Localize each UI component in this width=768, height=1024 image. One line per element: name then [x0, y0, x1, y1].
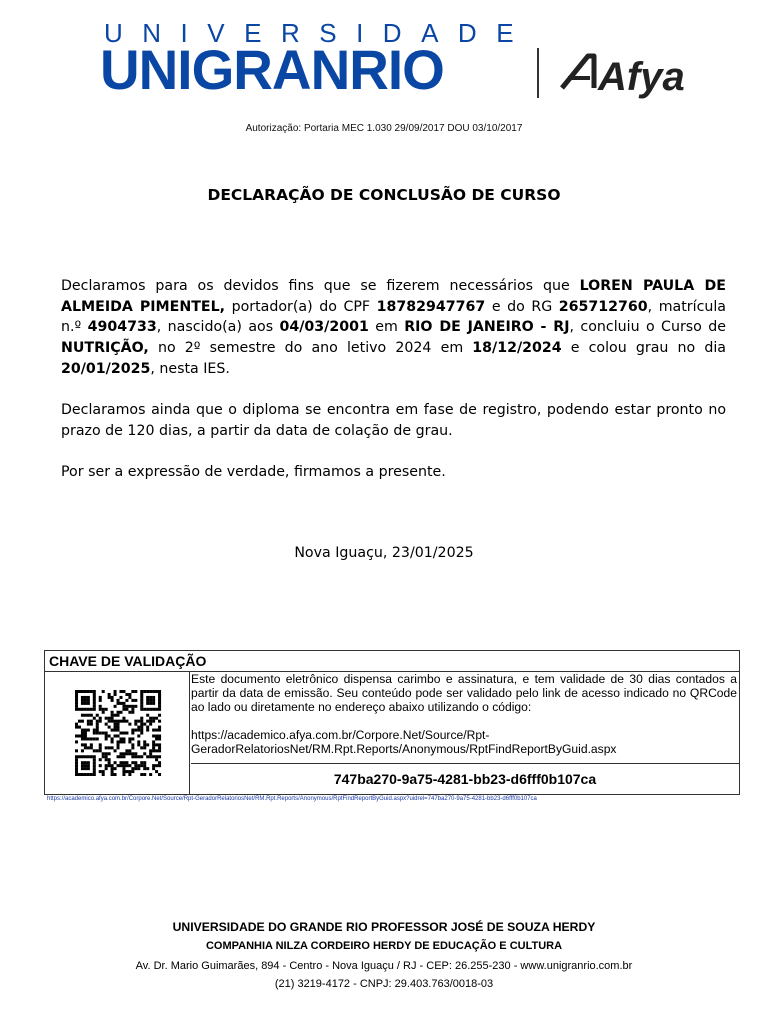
birth-place: RIO DE JANEIRO - RJ — [404, 319, 570, 336]
student-name: LOREN PAULA DE ALMEIDA PIMENTEL, — [61, 278, 726, 315]
rg-value: 265712760 — [558, 298, 648, 315]
conclusion-date: 18/12/2024 — [472, 340, 562, 357]
graduation-date: 20/01/2025 — [61, 360, 151, 377]
declaration-paragraph: Declaramos para os devidos fins que se fizerem necessários que LOREN PAULA DE ALMEIDA PIMENTEL, portador(a) do CPF 18782947767 e do RG 265712760, matrícula n.º 4904733, nascido(a) aos 04/03/2001 em RIO DE JANEIRO - RJ, concluiu o Curso de NUTRIÇÃO, no 2º semestre do ano letivo 2024 em 18/12/2024 e colou grau no dia 20/01/2025, nesta IES. — [61, 278, 727, 377]
university-logo — [100, 16, 700, 106]
diploma-paragraph: Declaramos ainda que o diploma se encontra em fase de registro, podendo estar pronto no prazo de 120 dias, a partir da data de colação de grau. — [61, 402, 726, 439]
cpf-value: 18782947767 — [376, 298, 486, 315]
matricula-value: 4904733 — [87, 319, 157, 336]
validation-full-link[interactable]: https://academico.afya.com.br/Corpore.Net/Source/Rpt-GeradorRelatoriosNet/RM.Rpt.Reports/Anonymous/RptFindReportByGuid.aspx?uidrel=747ba270-9a75-4281-bb23-d6fff0b107ca — [47, 796, 537, 802]
qr-cell — [45, 672, 190, 794]
authorization-line: Autorização: Portaria MEC 1.030 29/09/2017 DOU 03/10/2017 — [245, 123, 523, 134]
validation-code: 747ba270-9a75-4281-bb23-d6fff0b107ca — [333, 771, 597, 787]
validation-heading: CHAVE DE VALIDAÇÃO — [45, 651, 739, 672]
afya-logo — [558, 44, 688, 114]
qr-code-icon[interactable] — [71, 690, 165, 776]
validation-instructions: Este documento eletrônico dispensa carimbo e assinatura, e tem validade de 30 dias contados a partir da data de emissão. Seu conteúdo pode ser validado pelo link de acesso indicado no QRCode ao lado ou diretamente no endereço abaixo utilizando o código: — [191, 672, 737, 714]
footer-university: UNIVERSIDADE DO GRANDE RIO PROFESSOR JOSÉ DE SOUZA HERDY — [172, 920, 596, 934]
closing-paragraph: Por ser a expressão de verdade, firmamos a presente. — [61, 464, 446, 480]
footer-contact: (21) 3219-4172 - CNPJ: 29.403.763/0018-03 — [274, 978, 494, 990]
footer-company: COMPANHIA NILZA CORDEIRO HERDY DE EDUCAÇÃO E CULTURA — [205, 940, 563, 952]
validation-info — [191, 672, 739, 764]
validation-box — [44, 650, 740, 795]
footer-address: Av. Dr. Mario Guimarães, 894 - Centro - Nova Iguaçu / RJ - CEP: 26.255-230 - www.unigranrio.com.br — [135, 960, 633, 972]
document-title: DECLARAÇÃO DE CONCLUSÃO DE CURSO — [207, 186, 561, 204]
birth-date: 04/03/2001 — [279, 319, 369, 336]
course-name: NUTRIÇÃO, — [61, 340, 149, 357]
place-date: Nova Iguaçu, 23/01/2025 — [294, 545, 474, 561]
afya-logo-text: Afya — [598, 55, 685, 99]
validation-url[interactable]: https://academico.afya.com.br/Corpore.Net/Source/Rpt-GeradorRelatoriosNet/RM.Rpt.Reports/Anonymous/RptFindReportByGuid.aspx — [191, 728, 617, 756]
logo-top-text: UNIVERSIDADE — [104, 18, 534, 48]
logo-separator — [537, 48, 539, 98]
logo-main-text: UNIGRANRIO — [100, 38, 444, 101]
